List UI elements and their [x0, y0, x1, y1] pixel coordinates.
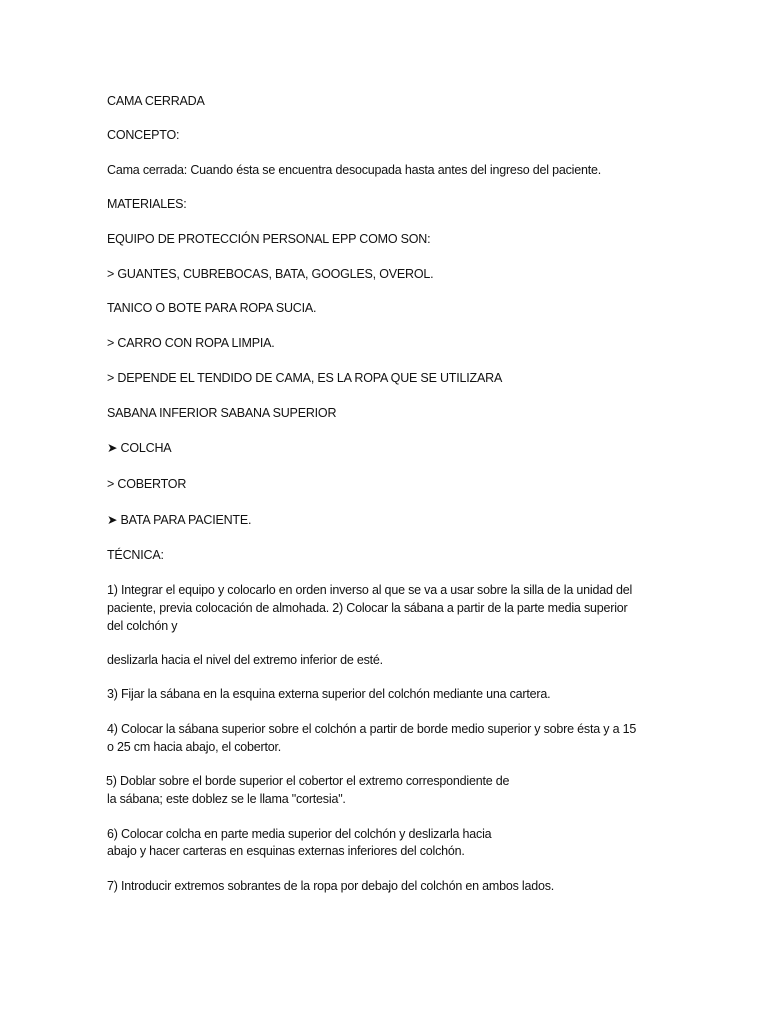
step5-line2: la sábana; este doblez se le llama "cortesia". — [107, 792, 346, 806]
colcha-line: ➤ COLCHA — [107, 441, 172, 455]
bata-line: ➤ BATA PARA PACIENTE. — [107, 513, 252, 527]
step4-line2: o 25 cm hacia abajo, el cobertor. — [107, 740, 282, 754]
step5-line1: 5) Doblar sobre el borde superior el cobertor el extremo correspondiente de — [106, 774, 510, 788]
epp-items: > GUANTES, CUBREBOCAS, BATA, GOOGLES, OVEROL. — [107, 267, 434, 281]
step7: 7) Introducir extremos sobrantes de la ropa por debajo del colchón en ambos lados. — [107, 879, 555, 893]
step6-line1: 6) Colocar colcha en parte media superior del colchón y deslizarla hacia — [107, 827, 492, 841]
document-title: CAMA CERRADA — [107, 94, 205, 108]
step6-line2: abajo y hacer carteras en esquinas externas inferiores del colchón. — [107, 844, 465, 858]
carro-line: > CARRO CON ROPA LIMPIA. — [107, 336, 275, 350]
step1-line3: del colchón y — [107, 619, 178, 633]
step1-line1: 1) Integrar el equipo y colocarlo en orden inverso al que se va a usar sobre la silla de la unidad del — [107, 583, 633, 597]
materials-heading: MATERIALES: — [107, 197, 187, 211]
tanico-line: TANICO O BOTE PARA ROPA SUCIA. — [107, 301, 317, 315]
tecnica-heading: TÉCNICA: — [107, 548, 164, 562]
concept-heading: CONCEPTO: — [107, 128, 180, 142]
step2-continuation: deslizarla hacia el nivel del extremo inferior de esté. — [107, 653, 383, 667]
concept-text: Cama cerrada: Cuando ésta se encuentra desocupada hasta antes del ingreso del paciente. — [107, 163, 602, 177]
step3: 3) Fijar la sábana en la esquina externa superior del colchón mediante una cartera. — [107, 687, 551, 701]
epp-line: EQUIPO DE PROTECCIÓN PERSONAL EPP COMO SON: — [107, 232, 431, 246]
depende-line: > DEPENDE EL TENDIDO DE CAMA, ES LA ROPA QUE SE UTILIZARA — [107, 371, 503, 385]
step1-line2: paciente, previa colocación de almohada. 2) Colocar la sábana a partir de la parte media superior — [107, 601, 628, 615]
step4-line1: 4) Colocar la sábana superior sobre el colchón a partir de borde medio superior y sobre ésta y a 15 — [107, 722, 637, 736]
cobertor-line: > COBERTOR — [107, 477, 187, 491]
sabanas-line: SABANA INFERIOR SABANA SUPERIOR — [107, 406, 337, 420]
